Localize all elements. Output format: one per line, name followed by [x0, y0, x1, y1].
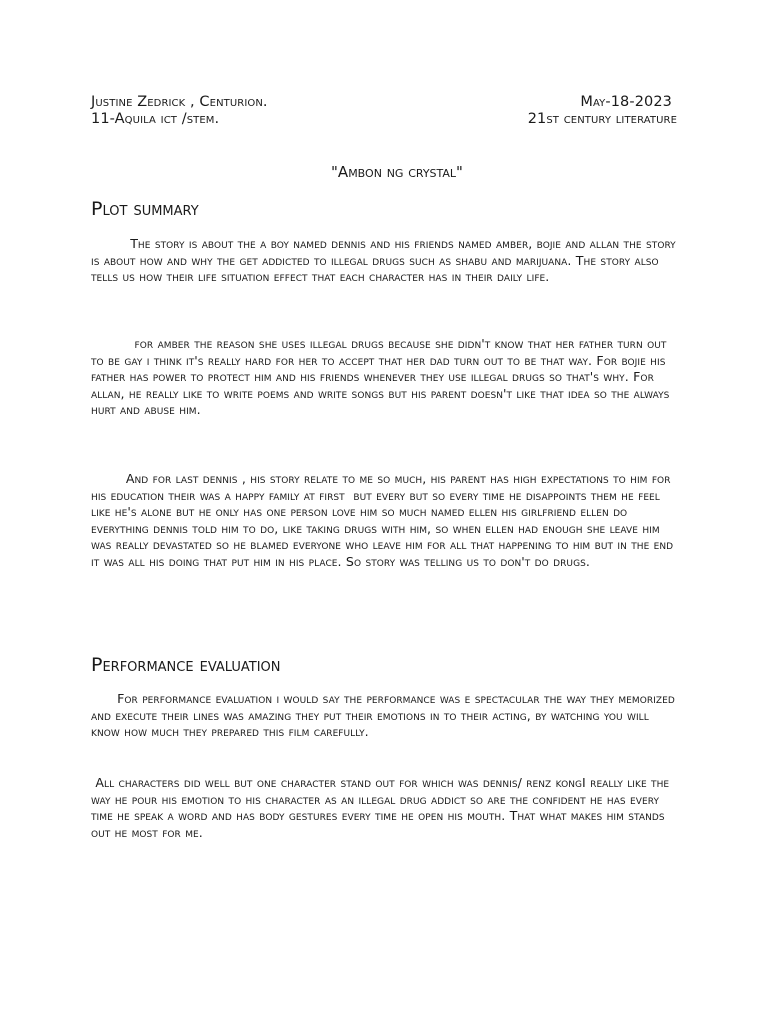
- performance-evaluation-heading: Performance evaluation: [91, 654, 281, 676]
- header-row-author-date: [91, 93, 677, 111]
- class-section: 11-Aquila ict /stem.: [91, 111, 220, 127]
- plot-summary-heading: Plot summary: [91, 198, 199, 220]
- performance-evaluation-paragraph-1: For performance evaluation i would say the performance was e spectacular the way they memorized and execute their lines was amazing they put their emotions in to their acting, by watching you will know how much they prepared this film carefully.: [91, 691, 680, 740]
- performance-evaluation-paragraph-2: All characters did well but one character stand out for which was dennis/ renz kongI really like the way he pour his emotion to his character as an illegal drug addict so are the confident he has every time he speak a word and has body gestures every time he open his mouth. That what makes him stands out he most for me.: [91, 775, 674, 840]
- plot-summary-paragraph-3: And for last dennis , his story relate to me so much, his parent has high expectations to him for his education their was a happy family at first but every but so every time he disappoints them he feel like he's alone but he only has one person love him so much named ellen his girlfriend ellen do everything dennis told him to do, like taking drugs with him, so when ellen had enough she leave him was really devastated so he blamed everyone who leave him for all that happening to him but in the end it was all his doing that put him in his place. So story was telling us to don't do drugs.: [91, 471, 678, 569]
- plot-summary-paragraph-1: The story is about the a boy named dennis and his friends named amber, bojie and allan the story is about how and why the get addicted to illegal drugs such as shabu and marijuana. The story also tells us how their life situation effect that each character has in their daily life.: [91, 236, 681, 285]
- document-date: May-18-2023: [580, 94, 672, 110]
- plot-summary-paragraph-2: for amber the reason she uses illegal drugs because she didn't know that her father turn out to be gay i think it's really hard for her to accept that her dad turn out to be that way. For bojie his father has power to protect him and his friends whenever they use illegal drugs so that's why. For allan, he really like to write poems and write songs but his parent doesn't like that idea so the always hurt and abuse him.: [91, 336, 674, 418]
- subject-name: 21st century literature: [527, 111, 677, 127]
- document-title: "Ambon ng crystal": [331, 163, 463, 181]
- author-name: Justine Zedrick , Centurion.: [91, 94, 268, 110]
- header-row-section-subject: [91, 110, 677, 128]
